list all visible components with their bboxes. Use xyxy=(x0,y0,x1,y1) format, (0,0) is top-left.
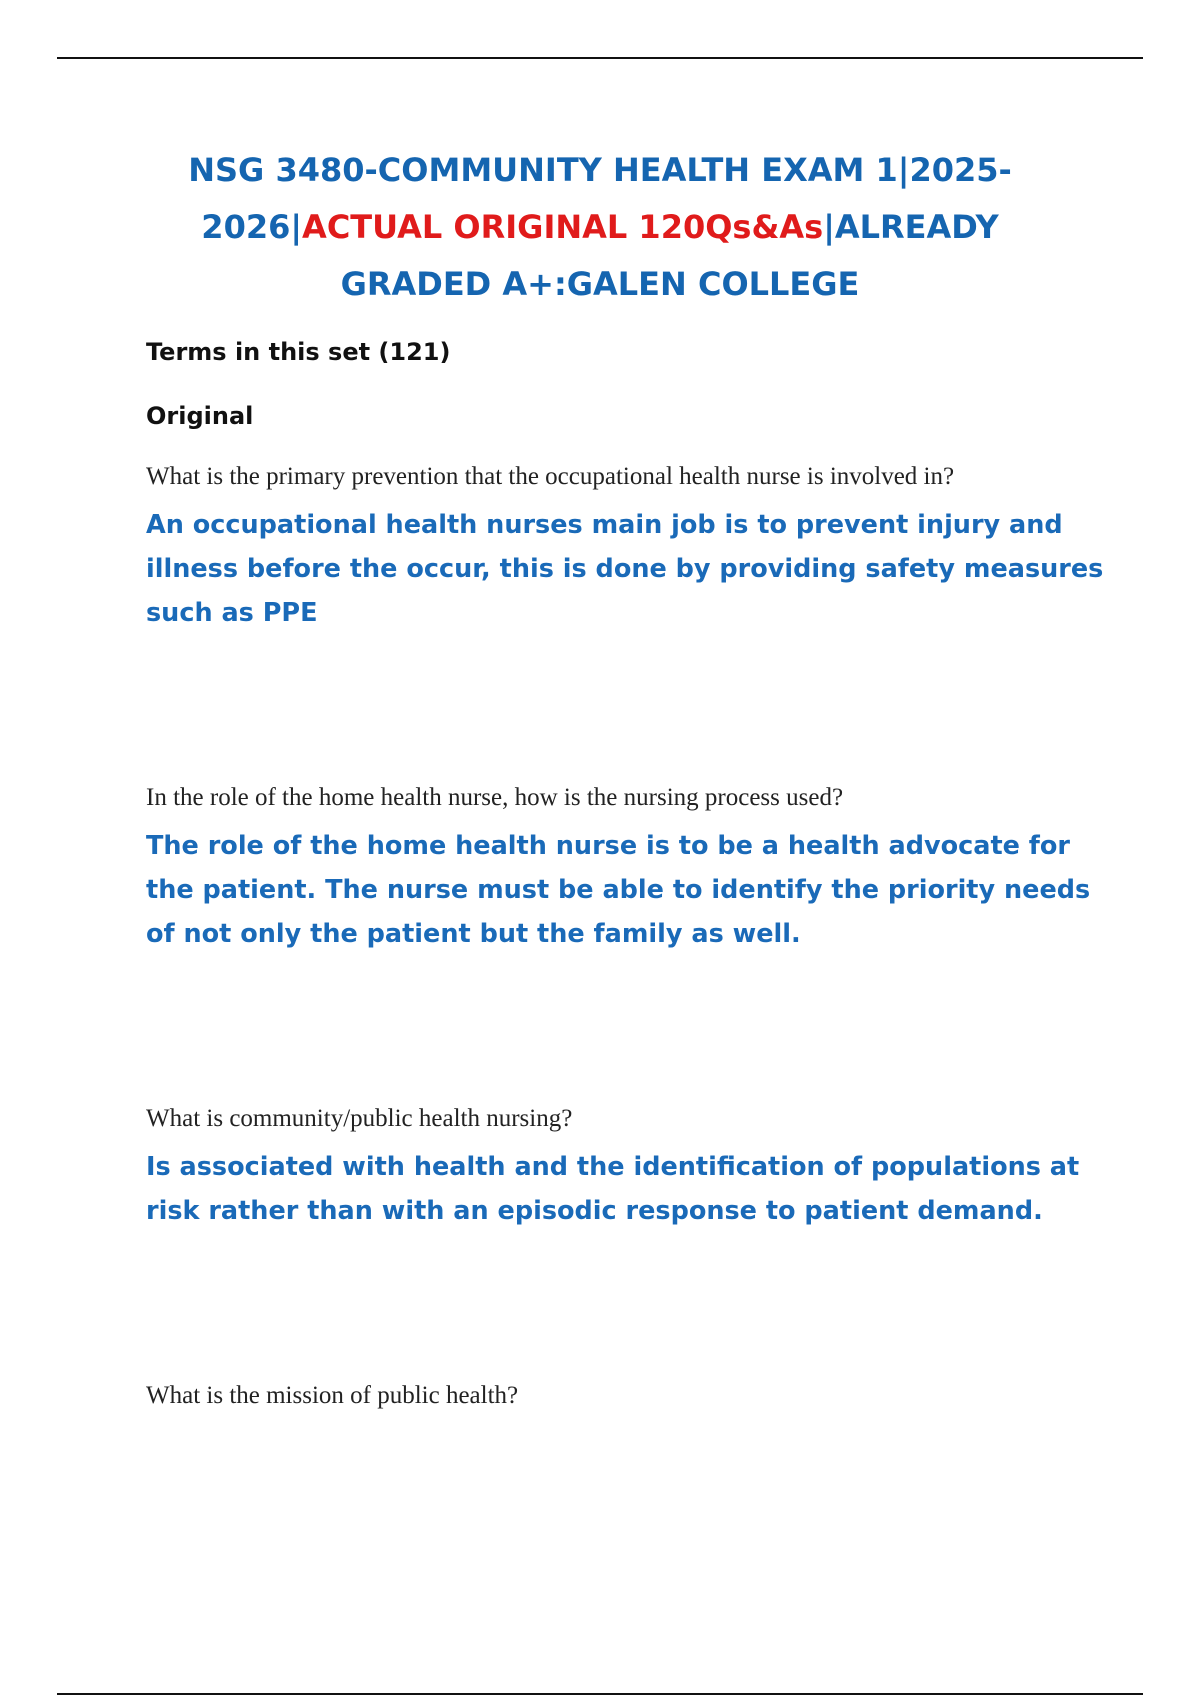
top-divider xyxy=(57,57,1143,59)
answer-text: The role of the home health nurse is to be a health advocate for the patient. The nurse must be able to identify the priority needs of not only the patient but the family as well. xyxy=(146,831,1091,949)
title-part-5: GRADED A+:GALEN COLLEGE xyxy=(340,265,860,303)
title-part-4: |ALREADY xyxy=(823,208,999,246)
bottom-divider xyxy=(57,1693,1143,1695)
question-text: What is the primary prevention that the occupational health nurse is involved in? xyxy=(146,463,955,490)
title-part-red: ACTUAL ORIGINAL 120Qs&As xyxy=(302,208,824,246)
terms-count: Terms in this set (121) xyxy=(146,338,451,366)
question-text: What is community/public health nursing? xyxy=(146,1105,573,1132)
qa-item xyxy=(146,463,1126,635)
qa-item xyxy=(146,1105,1126,1233)
answer-text: An occupational health nurses main job is to prevent injury and illness before the occur, this is done by providing safety measures such as PPE xyxy=(146,510,1104,628)
qa-item xyxy=(146,1382,1126,1422)
document-title xyxy=(100,142,1100,313)
set-label: Original xyxy=(146,402,254,430)
title-part-1: NSG 3480-COMMUNITY HEALTH EXAM 1|2025- xyxy=(188,151,1012,189)
question-text: What is the mission of public health? xyxy=(146,1382,519,1409)
title-part-2: 2026| xyxy=(201,208,303,246)
question-text: In the role of the home health nurse, how is the nursing process used? xyxy=(146,784,844,811)
answer-text: Is associated with health and the identification of populations at risk rather than with an episodic response to patient demand. xyxy=(146,1152,1080,1226)
qa-item xyxy=(146,784,1126,956)
